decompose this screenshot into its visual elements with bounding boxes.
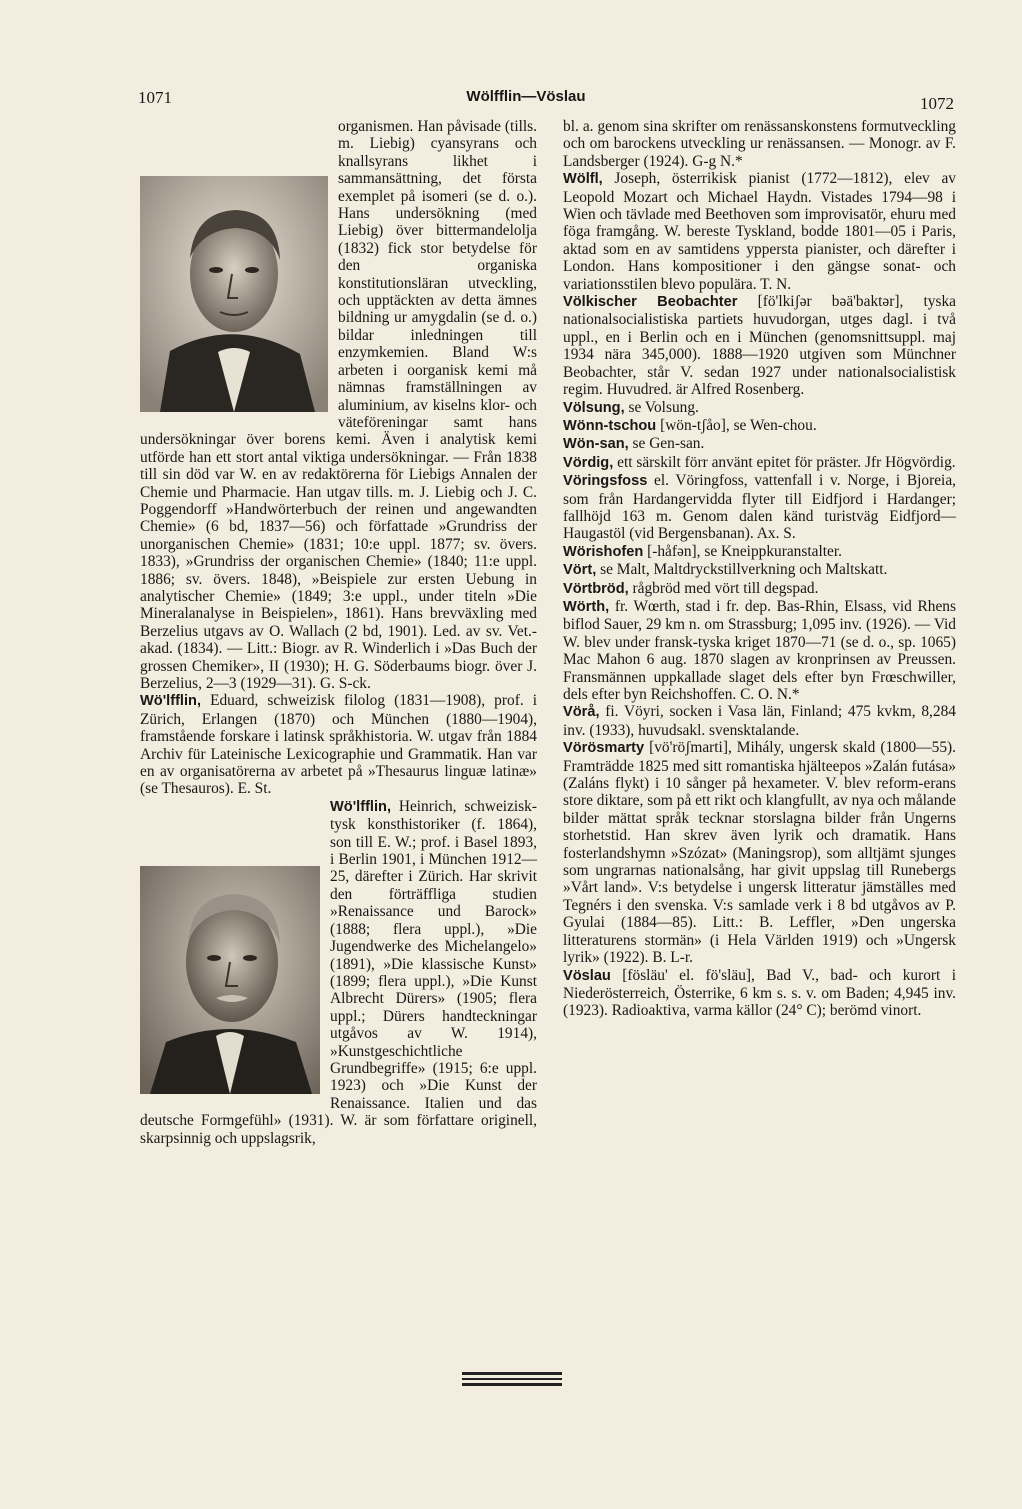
headword: Vöslau (563, 967, 611, 984)
entry-voerdig: Vördig, ett särskilt förr använt epitet för präster. Jfr Högvördig. (563, 453, 956, 471)
headword: Wö'lfflin, (140, 693, 202, 710)
woelfflin-photo (140, 866, 320, 1094)
entry-voert: Vört, se Malt, Maltdryckstillverkning och Maltskatt. (563, 561, 888, 579)
headword: Vörå, (563, 704, 600, 721)
rule-line (462, 1378, 562, 1380)
entry-woerishofen: Wörishofen [-håfən], se Kneippkuranstalter. (563, 542, 842, 560)
entry-woenn-tschou: Wönn-tschou [wön-tʃåo], se Wen-chou. (563, 416, 817, 434)
headword: Wörth, (563, 598, 610, 615)
paragraph-woelfflin-continued: bl. a. genom sina skrifter om renässanskonstens formutveckling och om barockens utveckling ur renässansen. — Monogr. av F. Landsberger (1924). G-g N.* (563, 118, 956, 170)
entry-voertbroed: Vörtbröd, rågbröd med vört till degspad. (563, 579, 819, 597)
headword: Vördig, (563, 454, 614, 471)
entry-voeringsfoss: Vöringsfoss el. Vöringfoss, vattenfall i v. Norge, i Bjoreia, som från Hardangervidda flyter till Eidfjord i Hardanger; fallhöjd 163 m. Genom dalen känd turistväg Eidfjord—Haugastöl (vid Bergensbanan). Ax. S. (563, 472, 956, 543)
headword: Vörösmarty (563, 740, 645, 757)
entry-woelfflin-eduard: Wö'lfflin, Eduard, schweizisk filolog (1831—1908), prof. i Zürich, Erlangen (1870) och München (1880—1904), framstående forskare i latinsk språkhistoria. W. utgav från 1884 Archiv für Lateinische Lexicographie und Grammatik. Han var en av organisatörerna av arbetet på »Thesaurus linguæ latinæ» (se Thesauros). E. St. (140, 692, 537, 798)
right-column (563, 118, 956, 1020)
entry-voeroesmarty: Vörösmarty [vö'röʃmarti], Mihály, ungersk skald (1800—55). Framträdde 1825 med sitt romantiska hjälteepos »Zalán futása» (Zaláns flykt) i 10 sånger på hexameter. V. blev reform-erans store diktare, som på ett rikt och klangfullt, av nya och målande bilder mättat språk tecknar storslagna bilder från Ungerns storhetstid. Han skrev även lyrik och dramatik. Hans fosterlandshymn »Szózat» (Maningsrop), som alltjämt sjunges som ungrarnas nationalsång, har givit uppslag till Runebergs »Vårt land». V:s betydelse i ungersk litteratur jämställes med Tegnérs i den svenska. V:s samlade verk i 8 bd utgåvos av P. Gyulai (1884—85). Litt.: B. Leffler, »Den ungerska litteraturens stormän» (i Hela Världen 1919) och »Ungersk lyrik» (1922). B. L-r. (563, 739, 956, 967)
entry-woelfflin-heinrich: Wö'lfflin, Heinrich, schweizisk-tysk konsthistoriker (f. 1864), son till E. W.; prof. i Basel 1893, i Berlin 1901, i München 1912—25, därefter i Zürich. Har skrivit den förträffliga studien »Renaissance und Barock» (1888; flera uppl.), »Die Jugendwerke des Michelangelo» (1891), »Die klassische Kunst» (1899; flera uppl.), »Die Kunst Albrecht Dürers» (1905; flera uppl.; Dürers handteckningar utgåvos av W. 1914), »Kunstgeschichtliche Grundbegriffe» (1915; 6:e uppl. 1923) och »Die Kunst der Renaissance. Italien und das deutsche Formgefühl» (1931). W. är som författare originell, skarpsinnig och uppslagsrik, (140, 797, 537, 1147)
headword: Vörtbröd, (563, 580, 629, 597)
headword: Wö'lfflin, (330, 798, 392, 815)
entry-woerth: Wörth, fr. Wœrth, stad i fr. dep. Bas-Rhin, Elsass, vid Rhens biflod Sauer, 29 km n. om Strassburg; 1,095 inv. (1926). — Vid W. blev under fransk-tyska kriget 1870—71 (se d. o., sp. 1065) Mac Mahon 6 aug. 1870 slagen av kronprinsen av Preussen. Fransmännen uppkallade slaget dels efter byn Frœschwiller, dels efter byn Reichshoffen. C. O. N.* (563, 597, 956, 703)
paragraph-woehler-continued: organismen. Han påvisade (tills. m. Liebig) cyansyrans och knallsyrans likhet i sammansättning, det första exemplet på isomeri (se d. o.). Hans undersökning (med Liebig) över bittermandelolja (1832) fick stor betydelse för den organiska konstitutionsläran utveckling, och upptäckten av detta ämnes bildning ur amygdalin (se d. o.) bildar inledningen till enzymkemien. Bland W:s arbeten i oorganisk kemi må nämnas framställningen av aluminium, av kiselns klor- och väteföreningar samt hans undersökningar över borens kemi. Även i analytisk kemi utförde han ett stort antal viktiga undersökningar. — Från 1838 till sin död var W. en av redaktörerna för Liebigs Annalen der Chemie und Pharmacie. Han utgav tills. m. J. Liebig och J. C. Poggendorff »Handwörterbuch der reinen und angewandten Chemie» (6 bd, 1837—56) och författade »Grundriss der unorganischen Chemie» (1831; 10:e uppl. 1877; sv. övers. 1833), »Grundriss der organischen Chemie» (1840; 11:e uppl. 1886; sv. övers. 1848), »Beispiele zur ersten Uebung in analytischer Chemie» (1849; 3:e uppl., under titeln »Die Mineralanalyse in Beispielen», 1861). Hans brevväxling med Berzelius utgavs av O. Wallach (2 bd, 1901). Led. av sv. Vet.-akad. (1834). — Litt.: Biogr. av R. Winderlich i »Das Buch der grossen Chemiker», II (1930); H. G. Söderbaums biogr. över J. Berzelius, 2—3 (1929—31). G. S-ck. (140, 118, 537, 692)
entry-voeslau: Vöslau [fösläu' el. fö'släu], Bad V., bad- och kurort i Niederösterreich, Österrike, 6 km s. s. v. om Baden; 4,945 inv. (1923). Radioaktiva, varma källor (24° C); berömd vinort. (563, 966, 956, 1020)
page-number-right: 1072 (920, 94, 954, 113)
headword: Wönn-tschou (563, 417, 657, 434)
entry-voelsung: Völsung, se Volsung. (563, 398, 699, 416)
headword: Völkischer Beobachter (563, 294, 738, 311)
portrait-woelfflin (140, 866, 320, 1094)
rule-line (462, 1383, 562, 1386)
entry-voelkischer-beobachter: Völkischer Beobachter [fö'lkiʃər bəä'baktər], tyska nationalsocialistiska partiets huvudorgan, utges dagl. i två uppl., en i Berlin och en i München (genomsnittsuppl. maj 1934 nära 345,000). 1888—1920 utgiven som Münchner Beobachter, står V. sedan 1927 under nationalsocialistisk regim. Huvudred. är Alfred Rosenberg. (563, 293, 956, 399)
rule-line (462, 1372, 562, 1375)
end-rule (462, 1372, 562, 1389)
entry-woelfl: Wölfl, Joseph, österrikisk pianist (1772—1812), elev av Leopold Mozart och Michael Haydn. Vistades 1794—98 i Wien och tävlade med Beethoven som improvisatör, ehuru med föga framgång. W. bereste Tyskland, bodde 1801—05 i Paris, aktad som en av samtidens yppersta pianister, och därefter i London. Hans kompositioner i den gängse sonat- och variationsstilen blevo populära. T. N. (563, 170, 956, 293)
woehler-engraving (140, 176, 328, 412)
running-head: Wölfflin—Vöslau (466, 88, 586, 105)
page-number-left: 1071 (138, 88, 172, 107)
headword: Wörishofen (563, 543, 644, 560)
headword: Wön-san, (563, 436, 629, 453)
headword: Völsung, (563, 399, 625, 416)
headword: Vört, (563, 562, 597, 579)
portrait-woehler (140, 176, 328, 412)
entry-voera: Vörå, fi. Vöyri, socken i Vasa län, Finland; 475 kvkm, 8,284 inv. (1933), huvudsakl. svensktalande. (563, 703, 956, 739)
left-column (140, 118, 537, 1348)
entry-woen-san: Wön-san, se Gen-san. (563, 435, 705, 453)
headword: Wölfl, (563, 171, 603, 188)
headword: Vöringsfoss (563, 473, 648, 490)
